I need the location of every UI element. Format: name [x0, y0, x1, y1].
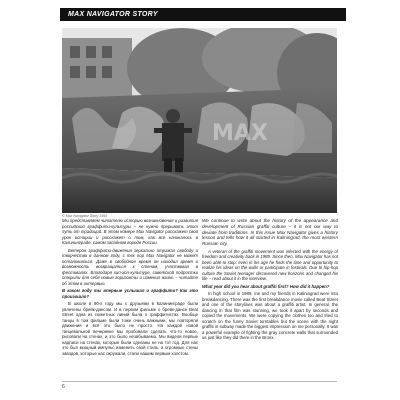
russian-answer-1: В школе в 90-х году мы с друзьями в Калининграде были увлечены брейк-дансом. И в первом фильме о брейк-дансе Beat Street одна из сюжетных линий была о граффитистах. Вообще танцы в том фильме были тоже очень важными, мы повторяли движения и всё это было не просто. На каждой новой танцевальной вечеринке мы пробовали сделать что-то новое, рисовали на стенах, и это было незабываемо. Мы видели первые надписи на стенах, которые были сделаны не на тот год. Для нас это был мощный импульс изменить свой стиль, а огромные стены заводов, которые нас окружали, стали нашим первым холстом.: [62, 301, 198, 356]
english-paragraph-2: A veteran of the graffiti movement was infected with the energy of freedom and creativity back in 1989. Since then, Max Navigator has not been able to stop: even in his age he finds the time and opportunity to realize his ideas on the walls or participate in festivals. Due to hip-hop culture the Soviet teenager discovered new horizons and changed his life – read about it in the interview.: [202, 248, 338, 282]
svg-text:MAX: MAX: [212, 121, 268, 146]
section-title: MAX NAVIGATOR STORY: [68, 11, 158, 18]
english-question-1: What year did you hear about graffiti first? How did it happen?: [202, 283, 330, 289]
section-header: [60, 8, 346, 21]
photo-caption: © Max Navigator Story 1993: [62, 214, 108, 218]
footer-rule: [62, 381, 337, 382]
page-number: 6: [62, 384, 65, 390]
main-photo: [62, 28, 337, 213]
graffiti-wall-photo: [62, 28, 337, 213]
russian-question-1: В каком году ты впервые услышал о граффити? Как это произошло?: [62, 288, 198, 299]
russian-intro: Мы представляем читателю историю возникновения и развития российской граффити-культуры – не нужно прерывать этот путь от традиций. В этом номере Max Navigator расскажет свой урок истории и расскажет о том, как все начиналось в Калининграде, самом западном городе России.: [62, 218, 198, 245]
english-intro: We continue to write about the history of the appearance and development of Russian graffiti culture – it is not our way to deviate from traditions. In this issue Max Navigator gives a history lesson and tells how it all started in Kaliningrad, the most western Russian city.: [202, 218, 338, 247]
russian-column: [62, 218, 198, 358]
english-column: [202, 218, 338, 343]
english-answer-1: In high school in 1989, me and my friends in Kaliningrad were into breakdancing. There was the first breakdance movie called Beat Street and one of the storylines was about a graffiti artist. In general, the dancing in that film was stunning, we took it apart by seconds and copied the movements. We were copying the clothes too and tried to scratch on the funny Soviet turntables but the scene with the night graffiti in subway made the biggest impression on me personally. It was a powerful example of fighting the gray concrete walls that surrounded us just like they did there in the Bronx.: [202, 291, 338, 341]
russian-paragraph-2: Бетерон граффити-движения зеркально отражал свободу и творчество в данном году, с тех пор Max Navigator не может остановиться. Даже в свободное время он находил время и возможность возвращаться к стенам, участвовал в фестивалях. Благодаря хип-хоп-культуре, советской подростки открыли для себя новые горизонты и изменил жизнь – читайте об этом в интервью.: [62, 247, 198, 286]
